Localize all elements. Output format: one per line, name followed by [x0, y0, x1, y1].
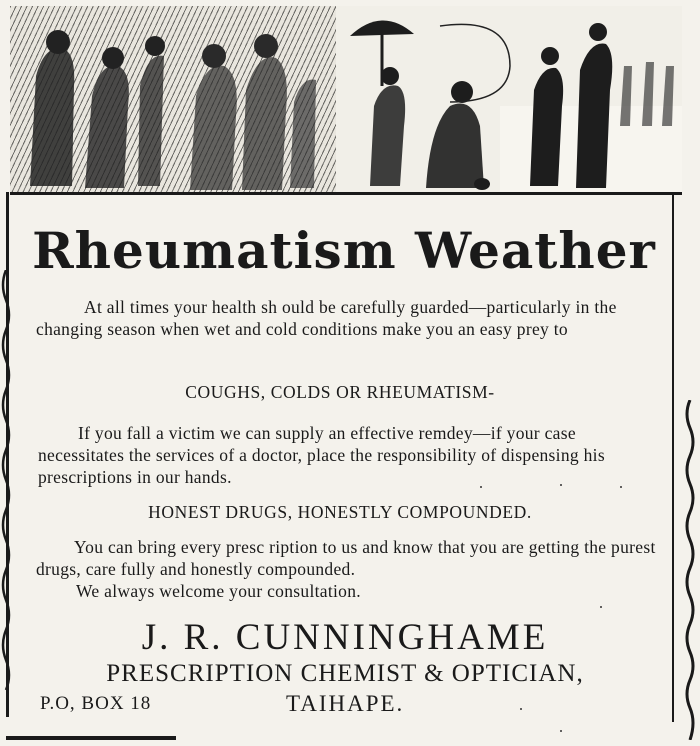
- print-speck: [560, 484, 562, 486]
- offer-paragraph: If you fall a victim we can supply an effective remdey—if your case necessitates the services of a doctor, place the responsibility of dispensing his prescriptions in our hands.: [38, 423, 605, 487]
- print-speck: [600, 606, 602, 608]
- slogan-heading: HONEST DRUGS, HONESTLY COMPOUNDED.: [148, 502, 532, 522]
- town-name: TAIHAPE.: [286, 691, 405, 716]
- promise-paragraph: [36, 536, 666, 602]
- promise-text: You can bring every presc ription to us and know that you are getting the purest drugs, care fully and honestly compounded.: [36, 537, 656, 579]
- print-speck: [620, 486, 622, 488]
- trade-line: PRESCRIPTION CHEMIST & OPTICIAN,: [106, 660, 584, 687]
- right-margin-scallop: [682, 400, 698, 740]
- ailments-heading: COUGHS, COLDS OR RHEUMATISM-: [185, 382, 495, 402]
- welcome-line: We always welcome your consultation.: [76, 581, 361, 601]
- firm-name: J. R. CUNNINGHAME: [141, 617, 549, 658]
- headline: Rheumatism Weather: [32, 221, 656, 280]
- left-margin-scallop: [0, 270, 12, 690]
- print-speck: [480, 486, 482, 488]
- centre-figures: [190, 34, 316, 190]
- print-speck: [520, 708, 522, 710]
- bottom-rule: [6, 736, 176, 740]
- right-border-rule: [672, 192, 678, 722]
- left-figures: [30, 30, 165, 188]
- street-crowd-illustration: [10, 6, 682, 195]
- print-speck: [560, 730, 562, 732]
- crowd-scene-drawing: [10, 6, 682, 192]
- intro-paragraph: At all times your health sh ould be carefully guarded—particularly in the changing season when wet and cold conditions make you an easy prey to: [36, 297, 617, 339]
- po-box: P.O, BOX 18: [40, 693, 152, 714]
